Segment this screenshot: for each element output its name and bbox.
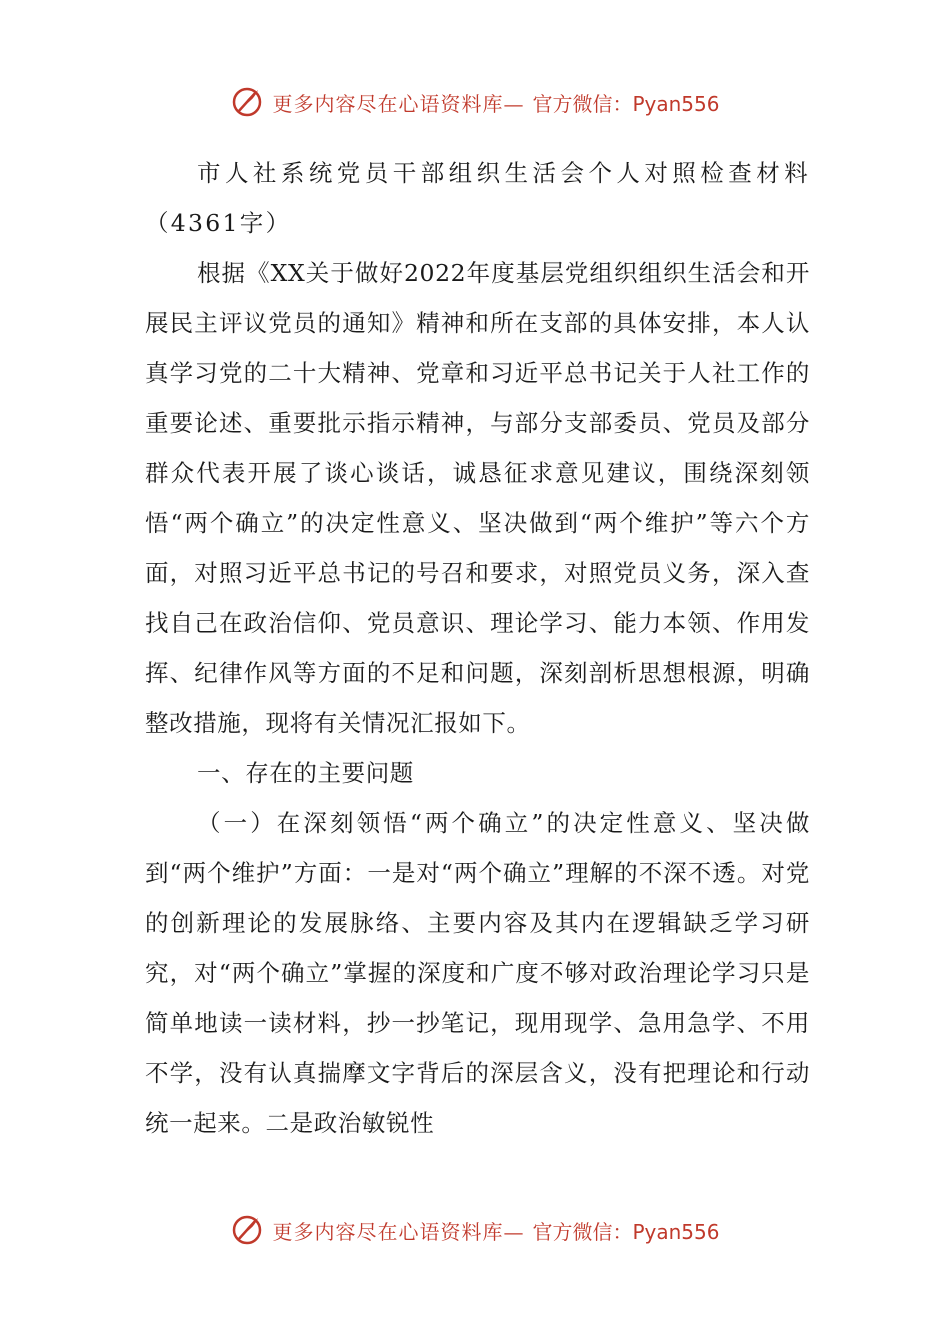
section-heading: 一、存在的主要问题 xyxy=(197,759,414,787)
watermark-brand-text: 更多内容尽在心语资料库— xyxy=(272,91,525,116)
document-title: 市人社系统党员干部组织生活会个人对照检查材料（4361字） xyxy=(145,159,810,237)
intro-paragraph: 根据《XX关于做好2022年度基层党组织组织生活会和开展民主评议党员的通知》精神和所在支部的具体安排，本人认真学习党的二十大精神、党章和习近平总书记关于人社工作的重要论述、重要批示指示精神，与部分支部委员、党员及部分群众代表开展了谈心谈话，诚恳征求意见建议，围绕深刻领悟“两个确立”的决定性意义、坚决做到“两个维护”等六个方面，对照习近平总书记的号召和要求，对照党员义务，深入查找自己在政治信仰、党员意识、理论学习、能力本领、作用发挥、纪律作风等方面的不足和问题，深刻剖析思想根源，明确整改措施，现将有关情况汇报如下。 xyxy=(145,259,810,737)
watermark-brand-text: 更多内容尽在心语资料库— xyxy=(272,1219,525,1244)
watermark-banner-top xyxy=(0,82,950,122)
quill-logo-icon xyxy=(230,1213,264,1247)
quill-logo-icon xyxy=(230,85,264,119)
section-paragraph: （一）在深刻领悟“两个确立”的决定性意义、坚决做到“两个维护”方面：一是对“两个确立”理解的不深不透。对党的创新理论的发展脉络、主要内容及其内在逻辑缺乏学习研究，对“两个确立”掌握的深度和广度不够对政治理论学习只是简单地读一读材料，抄一抄笔记，现用现学、急用急学、不用不学，没有认真揣摩文字背后的深层含义，没有把理论和行动统一起来。二是政治敏锐性 xyxy=(145,809,810,1137)
watermark-banner-bottom xyxy=(0,1210,950,1250)
document-body xyxy=(145,148,810,1148)
watermark-wechat-text: 官方微信：Pyan556 xyxy=(532,91,720,116)
watermark-wechat-text: 官方微信：Pyan556 xyxy=(532,1219,720,1244)
